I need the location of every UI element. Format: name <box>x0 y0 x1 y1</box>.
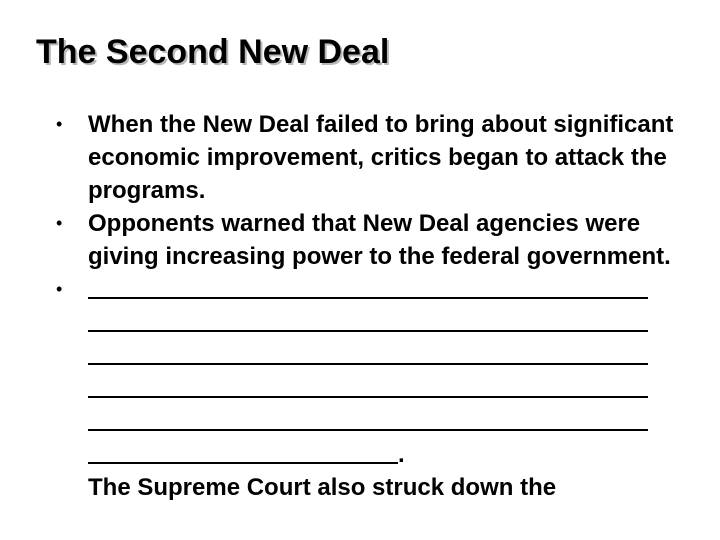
slide-body <box>56 108 676 504</box>
blank-rule <box>88 462 398 464</box>
bullet-item-fill-in-blank <box>56 273 676 504</box>
bullet-dot: • <box>56 114 63 134</box>
blank-rule <box>88 363 648 365</box>
blank-line <box>88 306 676 339</box>
bullet-item <box>56 207 676 273</box>
blank-rule <box>88 429 648 431</box>
blank-rule <box>88 297 648 299</box>
cut-off-text: The Supreme Court also struck down the <box>88 474 557 501</box>
bullet-item <box>56 108 676 207</box>
slide-title: The Second New Deal <box>36 33 390 71</box>
blank-line <box>88 372 676 405</box>
blank-line <box>88 339 676 372</box>
bullet-dot: • <box>56 213 63 233</box>
blank-rule <box>88 330 648 332</box>
bullet-text: Opponents warned that New Deal agencies were giving increasing power to the federal government. <box>88 210 671 270</box>
blank-line-last <box>88 438 676 471</box>
blank-line <box>88 273 676 306</box>
bullet-dot: • <box>56 279 63 299</box>
bullet-text: When the New Deal failed to bring about significant economic improvement, critics began to attack the programs. <box>88 111 674 204</box>
blank-line <box>88 405 676 438</box>
blank-rule <box>88 396 648 398</box>
blank-end-period: . <box>398 441 405 468</box>
